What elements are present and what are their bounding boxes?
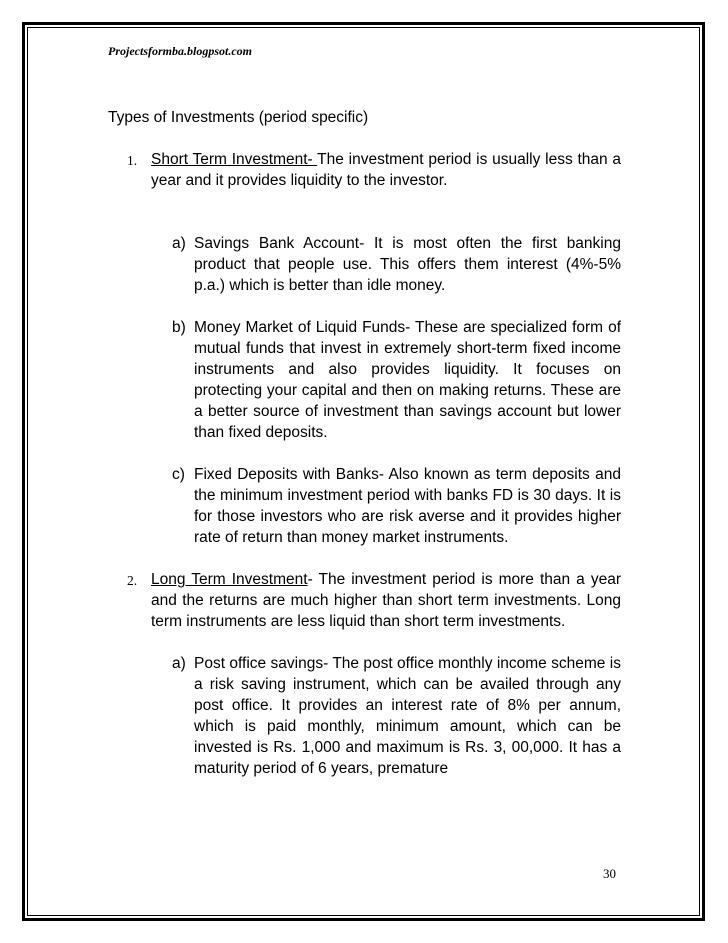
sub-item-text: Savings Bank Account- It is most often the first banking product that people use. This offers them interest (4%-5% p.a.) which is better than idle money. <box>194 235 621 294</box>
list-marker: 2. <box>127 573 138 588</box>
sub-item-money-market <box>108 317 621 443</box>
item-text: - The investment period is more than a year and the returns are much higher than short term investments. Long term instruments are less liquid than short term investments. <box>151 571 647 630</box>
header-site: Projectsformba.blogpsot.com <box>108 44 252 58</box>
sub-item-post-office <box>108 653 621 779</box>
item-title: Long Term Investment <box>151 571 308 588</box>
section-title: Types of Investments (period specific) <box>108 109 369 126</box>
page-number: 30 <box>603 866 616 881</box>
item-text: The investment period is usually less than a year and it provides liquidity to the investor. <box>151 151 621 189</box>
list-item-long-term <box>108 569 647 632</box>
sub-item-savings <box>108 233 621 296</box>
sub-marker: c) <box>172 466 185 483</box>
list-marker: 1. <box>127 153 138 168</box>
sub-marker: b) <box>172 319 186 336</box>
sub-marker: a) <box>172 235 186 252</box>
sub-item-text: Money Market of Liquid Funds- These are specialized form of mutual funds that invest in extremely short-term fixed income instruments and also provides liquidity. It focuses on protecting your capital and then on making returns. These are a better source of investment than savings account but lower than fixed deposits. <box>194 319 621 441</box>
list-item-short-term <box>108 149 621 191</box>
sub-item-fixed-deposits <box>108 464 621 548</box>
sub-item-text: Fixed Deposits with Banks- Also known as term deposits and the minimum investment period with banks FD is 30 days. It is for those investors who are risk averse and it provides higher rate of return than money market instruments. <box>194 466 621 546</box>
page-content <box>108 107 647 800</box>
item-title: Short Term Investment- <box>151 151 318 168</box>
sub-item-text: Post office savings- The post office monthly income scheme is a risk saving instrument, which can be availed through any post office. It provides an interest rate of 8% per annum, which is paid monthly, minimum amount, which can be invested is Rs. 1,000 and maximum is Rs. 3, 00,000. It has a maturity period of 6 years, premature <box>194 655 621 777</box>
sub-marker: a) <box>172 655 186 672</box>
